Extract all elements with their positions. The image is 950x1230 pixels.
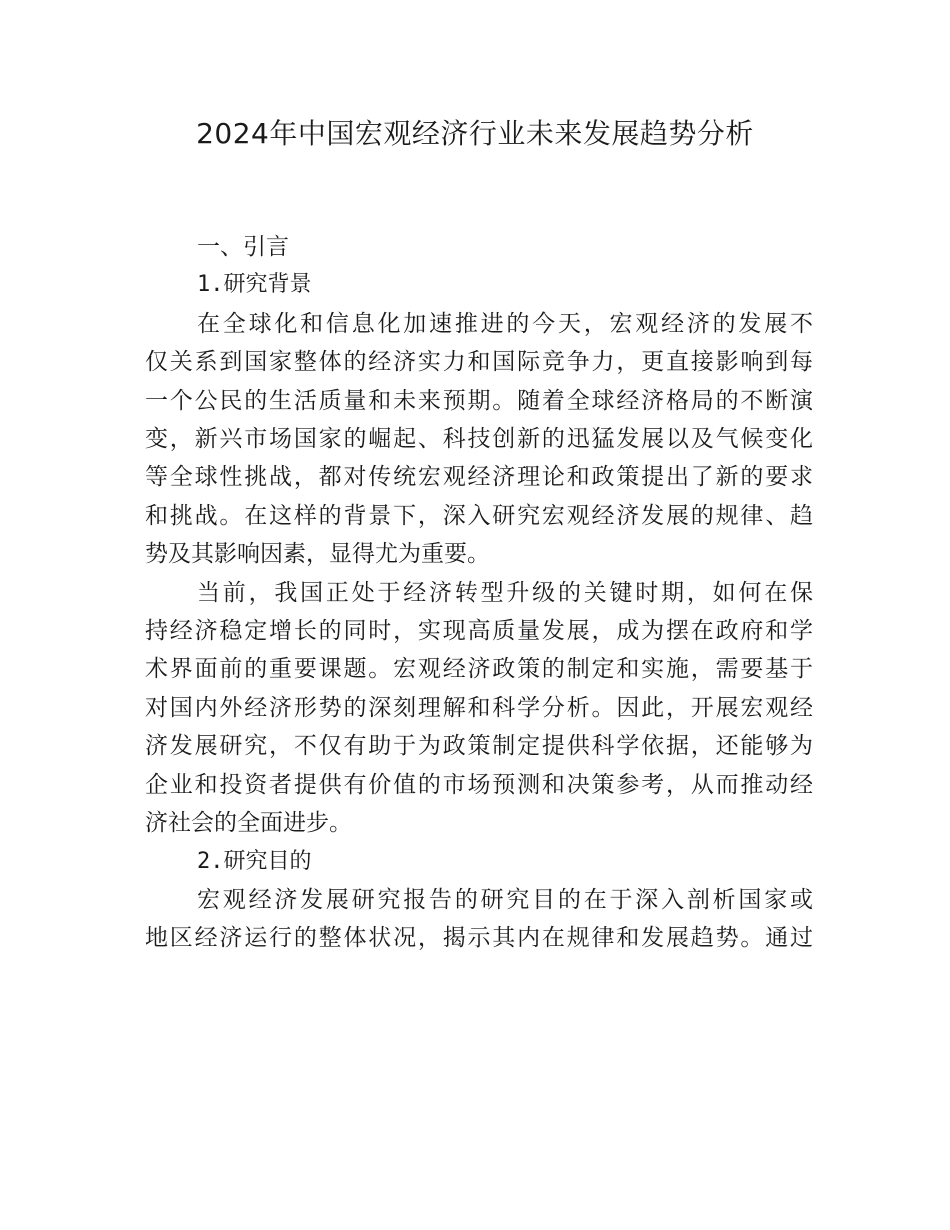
paragraph-line: 当前，我国正处于经济转型升级的关键时期，如何在保	[197, 579, 813, 606]
paragraph-line: 变，新兴市场国家的崛起、科技创新的迅猛发展以及气候变化	[145, 426, 813, 453]
document-title: 2024年中国宏观经济行业未来发展趋势分析	[196, 117, 754, 150]
paragraph-background-1	[145, 305, 813, 574]
paragraph-line: 一个公民的生活质量和未来预期。随着全球经济格局的不断演	[145, 387, 813, 414]
paragraph-background-2	[145, 574, 813, 843]
paragraph-line: 持经济稳定增长的同时，实现高质量发展，成为摆在政府和学	[145, 618, 813, 645]
paragraph-line: 济社会的全面进步。	[145, 810, 352, 837]
paragraph-line: 宏观经济发展研究报告的研究目的在于深入剖析国家或	[197, 886, 813, 913]
section-heading-intro: 一、引言	[197, 234, 289, 260]
paragraph-purpose-1	[145, 881, 813, 958]
subsection-heading-purpose: 2.研究目的	[197, 848, 312, 874]
paragraph-line: 企业和投资者提供有价值的市场预测和决策参考，从而推动经	[145, 771, 813, 798]
paragraph-line: 地区经济运行的整体状况，揭示其内在规律和发展趋势。通过	[145, 925, 813, 952]
paragraph-line: 势及其影响因素，显得尤为重要。	[145, 541, 490, 568]
document-body	[145, 228, 813, 958]
paragraph-line: 对国内外经济形势的深刻理解和科学分析。因此，开展宏观经	[145, 694, 813, 721]
subsection-heading-background: 1.研究背景	[197, 272, 312, 298]
paragraph-line: 和挑战。在这样的背景下，深入研究宏观经济发展的规律、趋	[145, 502, 813, 529]
paragraph-line: 在全球化和信息化加速推进的今天，宏观经济的发展不	[197, 310, 813, 337]
paragraph-line: 济发展研究，不仅有助于为政策制定提供科学依据，还能够为	[145, 733, 813, 760]
paragraph-line: 等全球性挑战，都对传统宏观经济理论和政策提出了新的要求	[145, 464, 813, 491]
paragraph-line: 仅关系到国家整体的经济实力和国际竞争力，更直接影响到每	[145, 349, 813, 376]
paragraph-line: 术界面前的重要课题。宏观经济政策的制定和实施，需要基于	[145, 656, 813, 683]
